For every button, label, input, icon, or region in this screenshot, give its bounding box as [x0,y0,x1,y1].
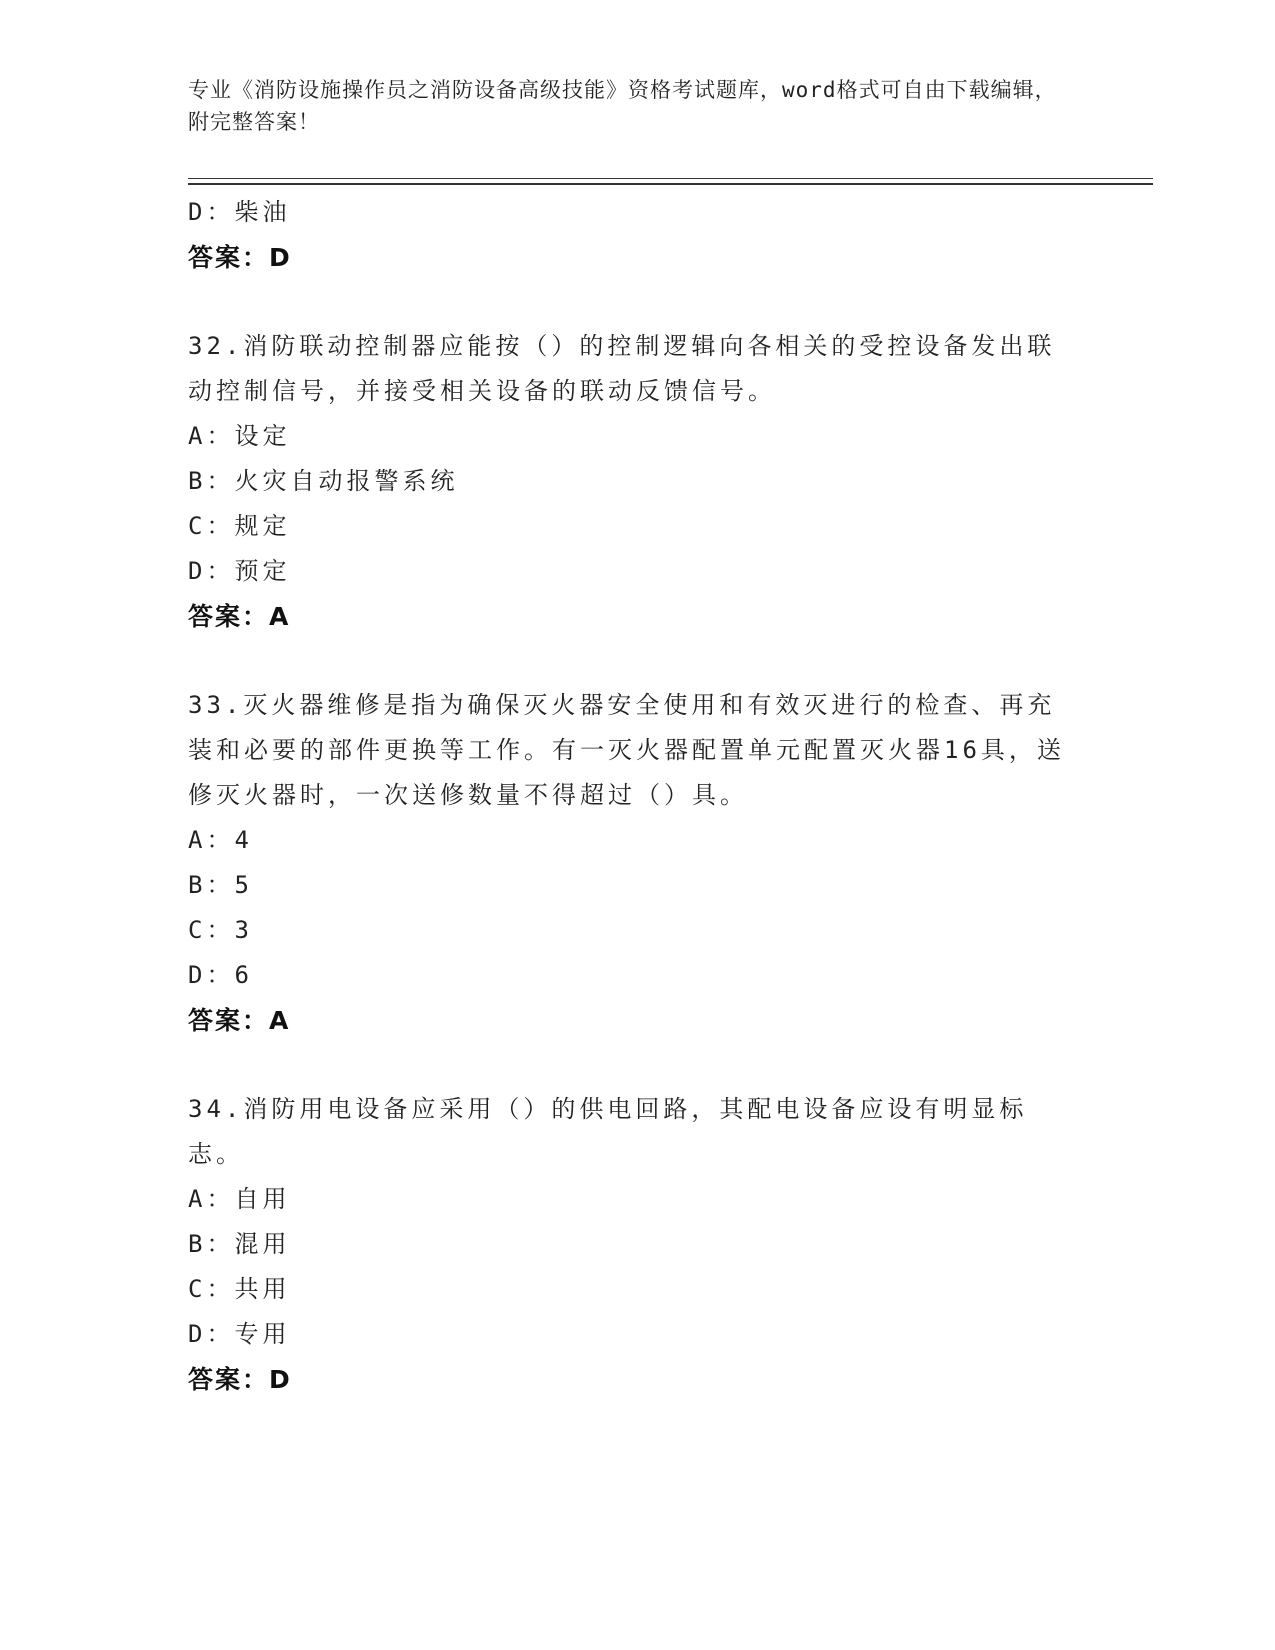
answer: 答案：A [188,602,291,631]
option-d: D：预定 [188,557,291,585]
option-c: C：规定 [188,512,291,540]
header-divider-thick [188,183,1153,185]
question-33 [188,683,1068,1043]
option-a: A：4 [188,826,253,854]
answer: 答案：D [188,1365,292,1394]
answer: 答案：A [188,1006,291,1035]
question-text: 32.消防联动控制器应能按（）的控制逻辑向各相关的受控设备发出联动控制信号，并接受相关设备的联动反馈信号。 [188,332,1056,405]
question-31-tail [188,190,1068,280]
option-c: C：3 [188,916,253,944]
option-b: B：混用 [188,1230,291,1258]
option-b: B：5 [188,871,253,899]
question-32 [188,324,1068,639]
page-header: 专业《消防设施操作员之消防设备高级技能》资格考试题库，word格式可自由下载编辑，附完整答案！ [188,78,1057,134]
question-text: 33.灭火器维修是指为确保灭火器安全使用和有效灭进行的检查、再充装和必要的部件更换等工作。有一灭火器配置单元配置灭火器16具，送修灭火器时，一次送修数量不得超过（）具。 [188,691,1065,809]
question-text: 34.消防用电设备应采用（）的供电回路，其配电设备应设有明显标志。 [188,1095,1028,1168]
question-34 [188,1087,1068,1402]
option-a: A：设定 [188,422,291,450]
option-d: D：6 [188,961,253,989]
document-body [188,190,1068,1402]
option-c: C：共用 [188,1275,291,1303]
option-a: A：自用 [188,1185,291,1213]
answer: 答案：D [188,243,292,272]
header-divider-thin [188,178,1153,179]
option-d: D：柴油 [188,198,291,226]
option-d: D：专用 [188,1320,291,1348]
option-b: B：火灾自动报警系统 [188,467,459,495]
